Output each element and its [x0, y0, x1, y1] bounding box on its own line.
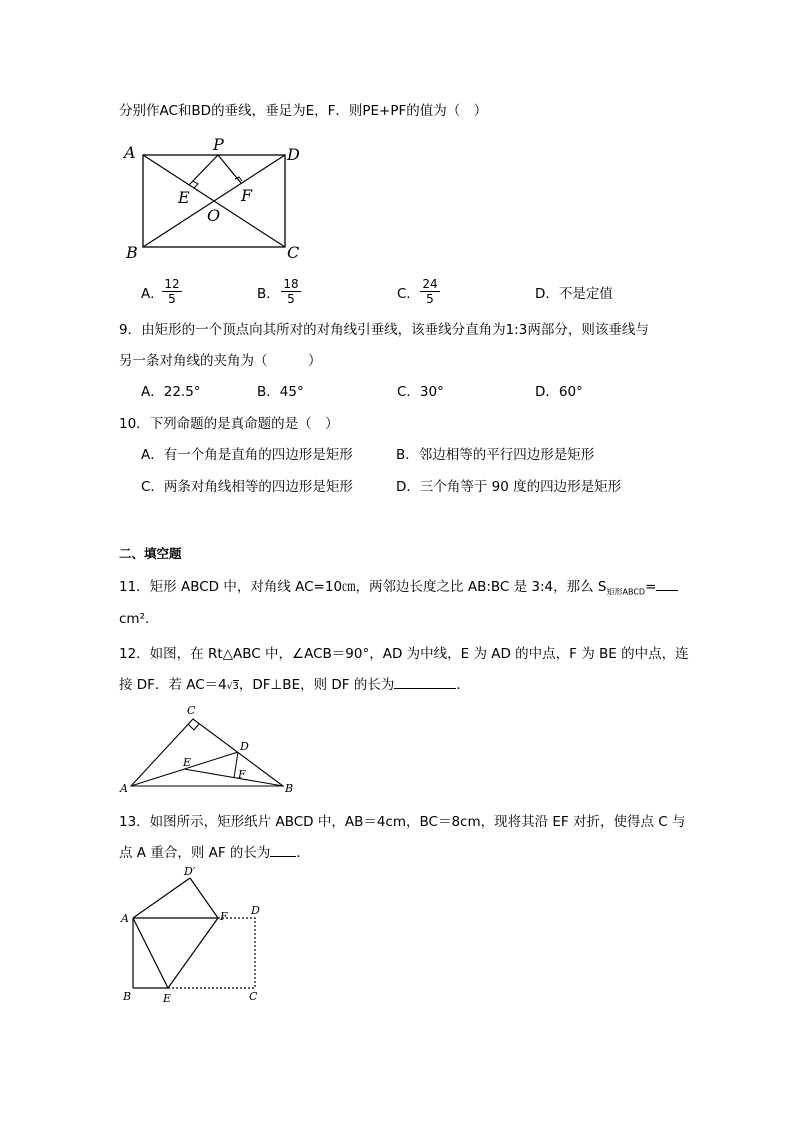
q10-option-b: B．邻边相等的平行四边形是矩形	[396, 447, 595, 463]
q13-figure	[115, 862, 275, 1008]
q12-line2: 接 DF．若 AC＝4√3，DF⊥BE，则 DF 的长为 ．	[119, 677, 470, 693]
label-F: F	[241, 186, 253, 205]
label-B: B	[285, 782, 294, 794]
q11-line1: 11．矩形 ABCD 中，对角线 AC=10㎝，两邻边长度之比 AB:BC 是 3:4，那么 $S_{矩形ABCD}=$	[119, 578, 678, 602]
label-E: E	[183, 756, 192, 769]
q8-stem: 分别作AC和BD的垂线，垂足为E，F．则PE+PF的值为（ ）	[119, 103, 488, 119]
label-A: A	[124, 143, 136, 162]
label-O: O	[207, 206, 221, 225]
q9-option-a: A．22.5°	[141, 384, 201, 400]
q10-stem: 10．下列命题的是真命题的是（ ）	[119, 416, 339, 432]
q10-option-d: D．三个角等于 90 度的四边形是矩形	[396, 479, 622, 495]
q13-line1: 13．如图所示，矩形纸片 ABCD 中，AB＝4cm，BC＝8cm，现将其沿 EF 对折，使得点 C 与	[119, 814, 686, 830]
label-F: F	[238, 768, 246, 781]
label-A: A	[120, 782, 128, 794]
label-B: B	[126, 243, 138, 262]
section-heading: 二、填空题	[119, 546, 182, 561]
label-P: P	[213, 135, 224, 154]
label-D: D	[287, 145, 300, 164]
label-E: E	[163, 992, 172, 1005]
q13-line2: 点 A 重合，则 AF 的长为 ．	[119, 845, 310, 861]
label-D: D	[240, 740, 249, 753]
q8-option-a-letter: A．	[141, 286, 164, 302]
q10-option-c: C．两条对角线相等的四边形是矩形	[141, 479, 353, 495]
q8-option-c-fraction: $\frac{24}{5}$	[420, 277, 440, 306]
q8-option-c-letter: C．	[397, 286, 420, 302]
label-F: F	[220, 910, 228, 923]
q12-figure	[115, 702, 305, 794]
q9-option-d: D．60°	[535, 384, 583, 400]
label-D: D	[251, 904, 260, 917]
q8-option-b-letter: B．	[257, 286, 280, 302]
q9-stem-line1: 9．由矩形的一个顶点向其所对的对角线引垂线，该垂线分直角为1:3两部分，则该垂线与	[119, 322, 649, 338]
q11-line2: cm².	[119, 611, 150, 627]
label-C: C	[287, 243, 300, 262]
q12-line1: 12．如图，在 Rt△ABC 中，∠ACB＝90°，AD 为中线，E 为 AD 的中点，F 为 BE 的中点，连	[119, 646, 689, 662]
label-Dprime: D′	[184, 865, 196, 878]
label-C: C	[249, 990, 258, 1003]
q9-option-b: B．45°	[257, 384, 304, 400]
q8-option-d: D．不是定值	[535, 286, 613, 302]
q9-stem-line2: 另一条对角线的夹角为（ ）	[119, 353, 322, 369]
q8-option-b-fraction: $\frac{18}{5}$	[281, 277, 301, 306]
label-B: B	[123, 990, 132, 1003]
label-E: E	[178, 188, 190, 207]
q10-option-a: A．有一个角是直角的四边形是矩形	[141, 447, 353, 463]
q8-figure	[118, 134, 318, 264]
label-A: A	[121, 912, 129, 925]
label-C: C	[187, 704, 196, 717]
q9-option-c: C．30°	[397, 384, 444, 400]
q8-option-a-fraction: $\frac{12}{5}$	[162, 277, 182, 306]
